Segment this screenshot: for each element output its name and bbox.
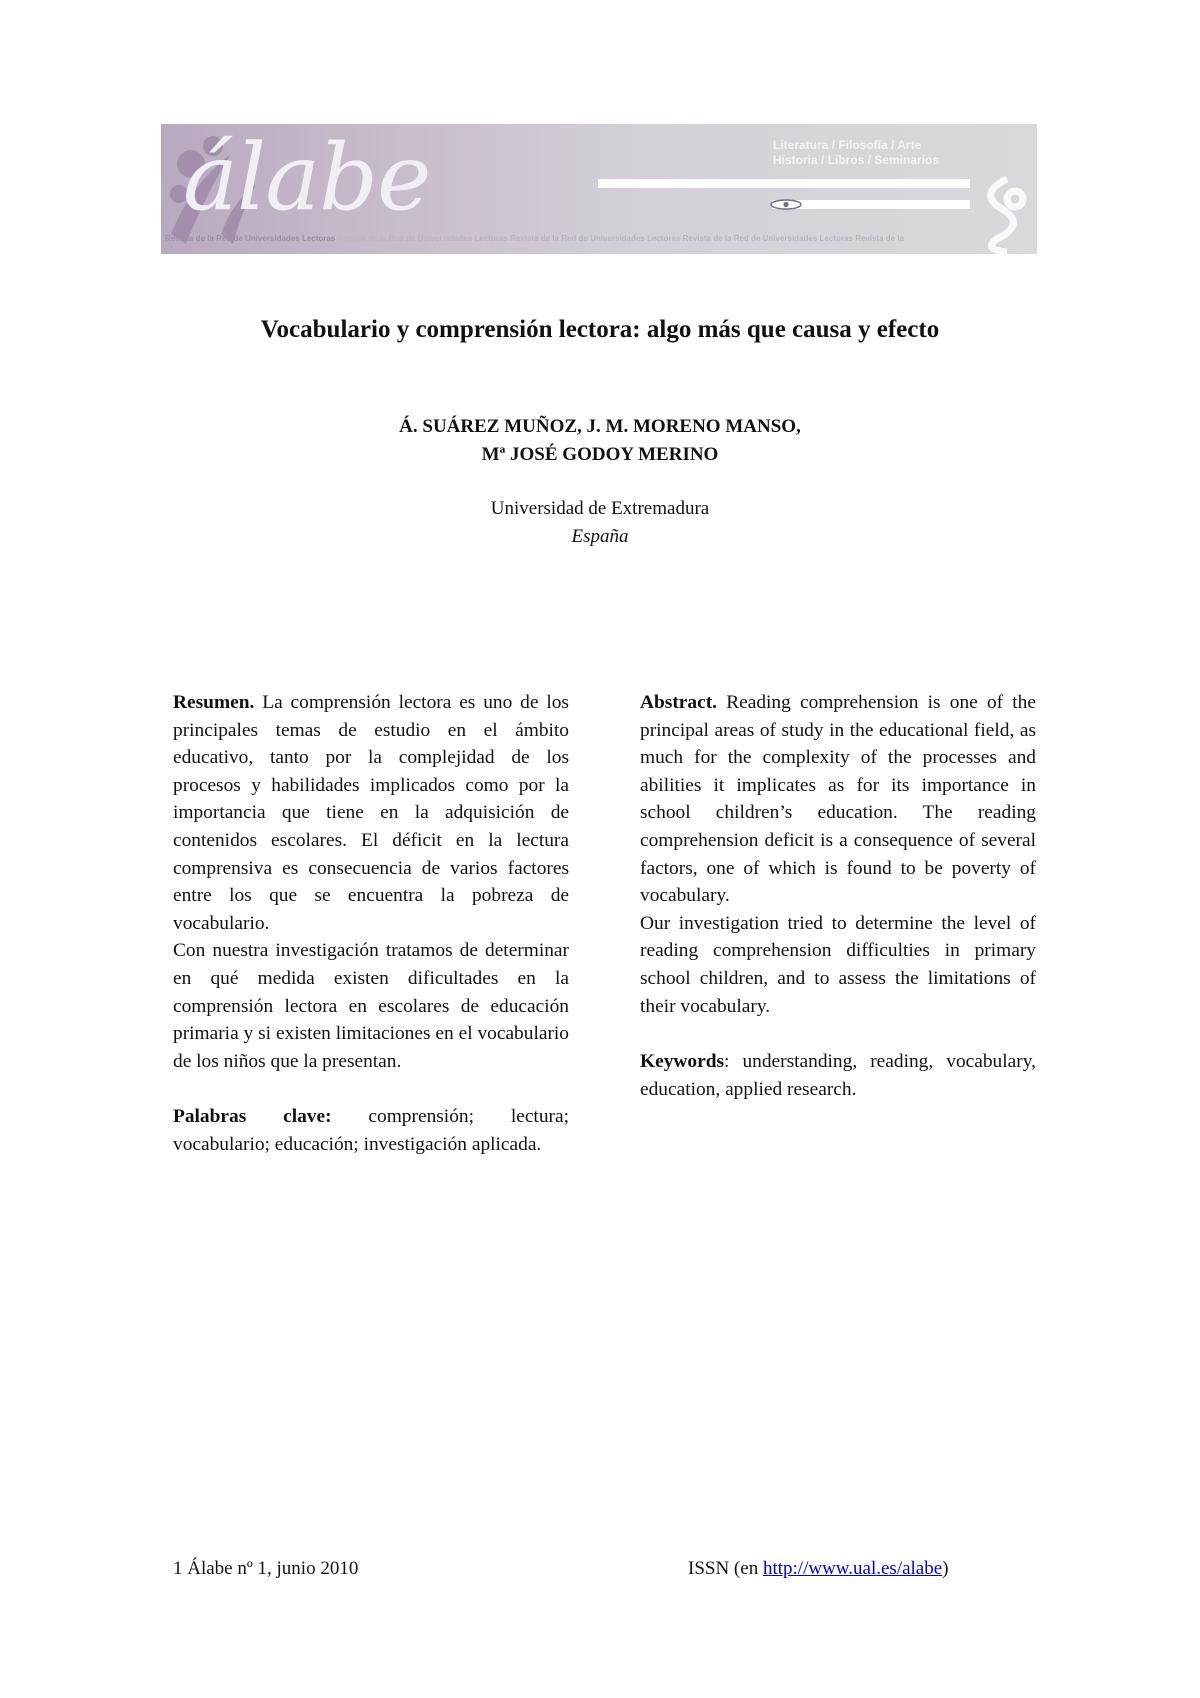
authors-line: Mª JOSÉ GODOY MERINO <box>481 444 719 465</box>
decorative-swirl-icon <box>967 174 1037 254</box>
footer-issn: ISSN (en http://www.ual.es/alabe) <box>688 1558 949 1579</box>
journal-logo: álabe <box>183 124 431 231</box>
country: España <box>571 526 629 547</box>
paper-title: Vocabulario y comprensión lectora: algo más que causa y efecto <box>260 316 940 343</box>
abstract-paragraph: Our investigation tried to determine the level of reading comprehension difficulties in primary school children, and to assess the limitations of their vocabulary. <box>640 912 1036 1017</box>
palabras-clave: Palabras clave: comprensión; lectura; vocabulario; educación; investigación aplicada. <box>173 1106 569 1155</box>
journal-url-link[interactable]: http://www.ual.es/alabe <box>762 1558 943 1579</box>
abstract-heading: Abstract. <box>640 692 718 713</box>
institution: Universidad de Extremadura <box>490 498 710 519</box>
journal-banner <box>161 124 1037 254</box>
keywords-label: Palabras clave: <box>173 1106 332 1128</box>
resumen-column <box>173 689 569 1159</box>
banner-strip: Revista de la Red de Universidades Lectoras Revista de la Red de Universidades Lectoras Revista de la Red de Universidades Lectoras Revista de la Red de Universidades Lectoras Revista de la <box>165 234 904 243</box>
keywords: Keywords: understanding, reading, vocabulary, education, applied research. <box>640 1051 1036 1100</box>
authors <box>0 413 1200 469</box>
authors-line: Á. SUÁREZ MUÑOZ, J. M. MORENO MANSO, <box>399 416 801 437</box>
footer-issue: 1 Álabe nº 1, junio 2010 <box>173 1558 359 1579</box>
banner-bar <box>598 179 970 188</box>
resumen-heading: Resumen. <box>173 692 255 713</box>
resumen-paragraph: Resumen. La comprensión lectora es uno de los principales temas de estudio en el ámbito educativo, tanto por la complejidad de los procesos y habilidades implicados como por la importancia que tiene en la adquisición de contenidos escolares. El déficit en la lectura comprensiva es consecuencia de varios factores entre los que se encuentra la pobreza de vocabulario. <box>173 692 569 934</box>
journal-tagline: Literatura / Filosofía / Arte Historia / Libros / Seminarios <box>773 138 940 167</box>
eye-icon <box>769 199 803 210</box>
abstract-column <box>640 689 1036 1103</box>
abstract-paragraph: Abstract. Reading comprehension is one of the principal areas of study in the educational field, as much for the complexity of the processes and abilities it implicates as for its importance in school children’s education. The reading comprehension deficit is a consequence of several factors, one of which is found to be poverty of vocabulary. <box>640 692 1036 907</box>
affiliation <box>0 495 1200 551</box>
keywords-label: Keywords <box>640 1051 725 1073</box>
resumen-paragraph: Con nuestra investigación tratamos de determinar en qué medida existen dificultades en la comprensión lectora en escolares de educación primaria y si existen limitaciones en el vocabulario de los niños que la presentan. <box>173 940 569 1072</box>
